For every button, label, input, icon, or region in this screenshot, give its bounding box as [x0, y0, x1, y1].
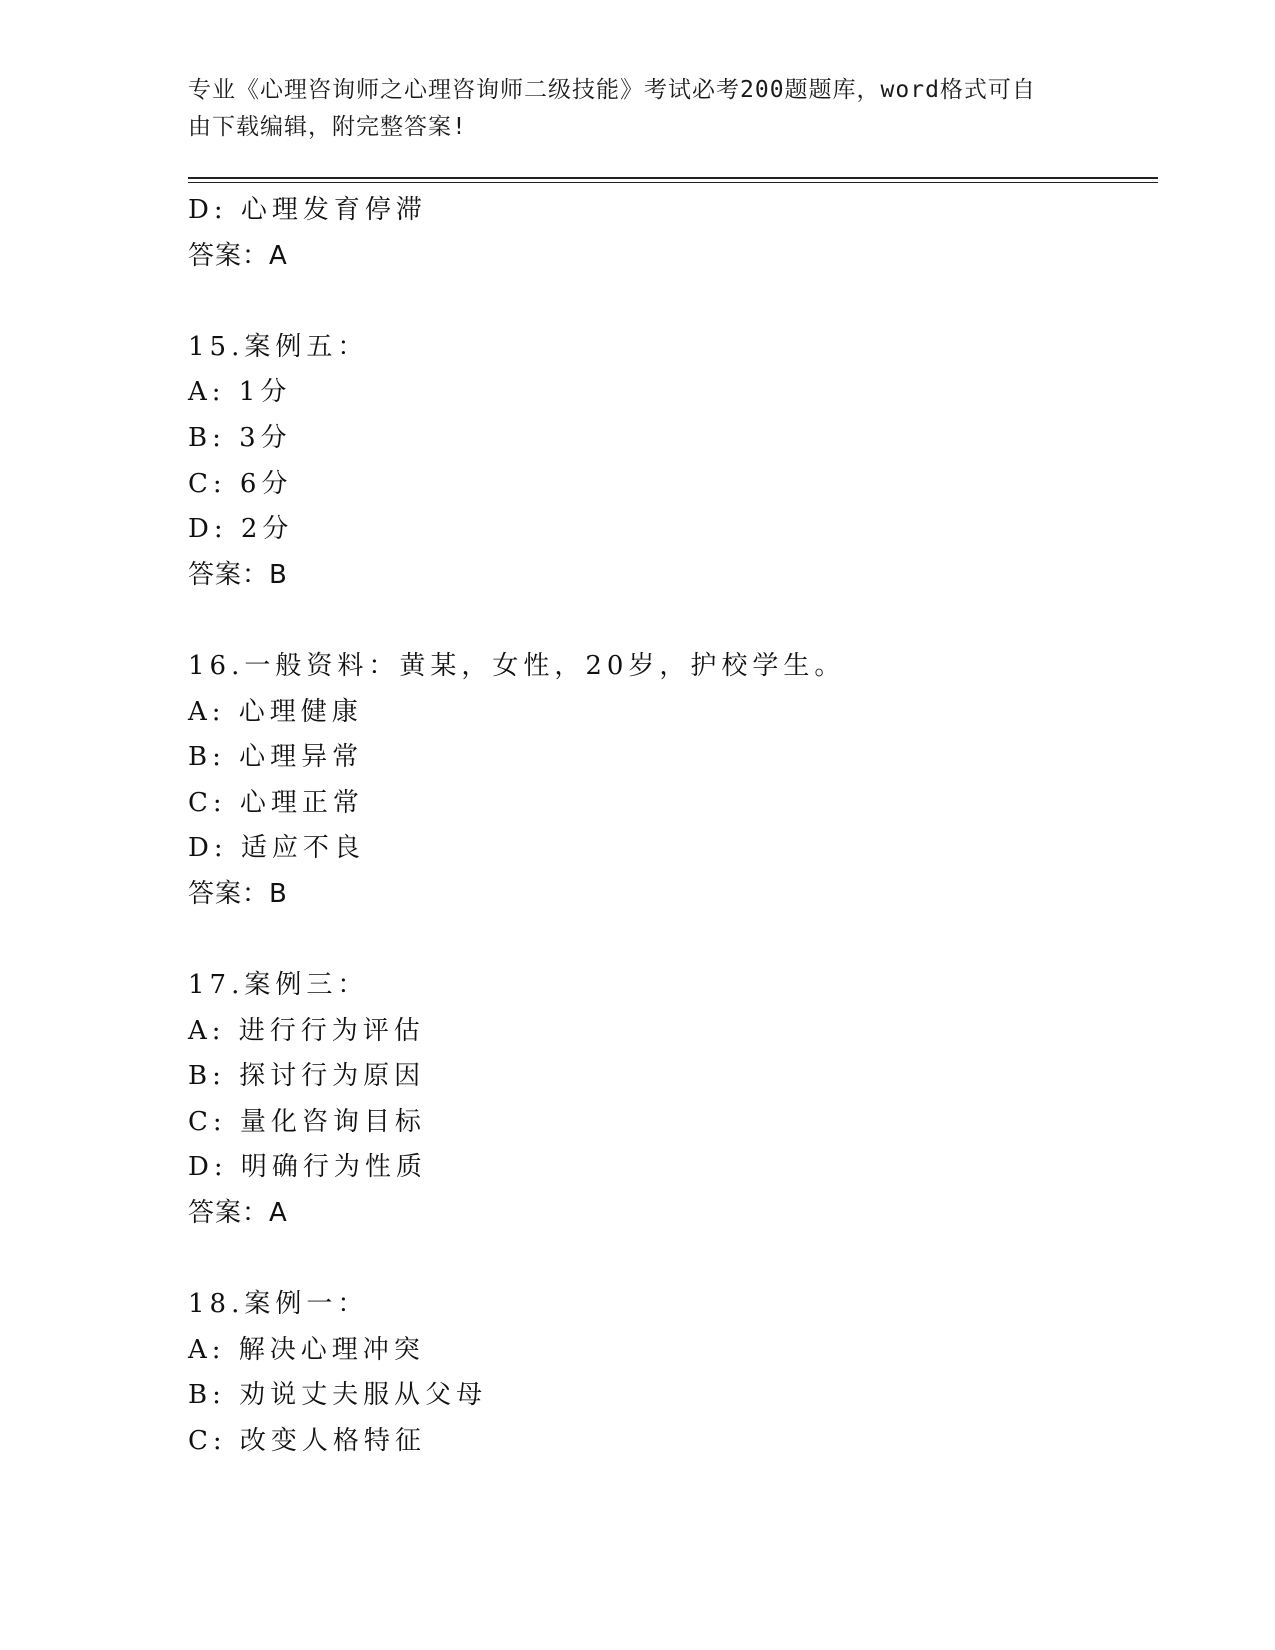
option-a: A: 心理健康: [188, 696, 363, 727]
answer-line: 答案：A: [188, 1198, 288, 1229]
option-c: C: 6分: [188, 468, 293, 499]
question-17-title: 17.案例三：: [188, 970, 369, 1001]
header-line-2: 由下载编辑，附完整答案!: [188, 114, 467, 140]
option-c: C: 量化咨询目标: [188, 1106, 426, 1137]
option-d: D: 明确行为性质: [188, 1152, 427, 1183]
option-c: C: 改变人格特征: [188, 1426, 426, 1457]
header-line-1: 专业《心理咨询师之心理咨询师二级技能》考试必考200题题库，word格式可自: [188, 77, 1036, 103]
spacer: [188, 279, 1148, 325]
option-d: D: 心理发育停滞: [188, 195, 427, 225]
answer-line: 答案：B: [188, 559, 288, 590]
option-b: B: 心理异常: [188, 742, 364, 773]
question-16-title: 16.一般资料：黄某，女性，20岁，护校学生。: [188, 650, 846, 681]
spacer: [188, 1237, 1148, 1283]
option-d: D: 适应不良: [188, 833, 365, 864]
option-c: C: 心理正常: [188, 787, 364, 818]
answer-line: 答案：B: [188, 878, 288, 909]
header-rule-thick: [188, 177, 1158, 179]
option-a: A: 进行行为评估: [188, 1015, 425, 1046]
option-b: B: 探讨行为原因: [188, 1061, 426, 1092]
question-list: [188, 188, 1148, 1465]
option-a: A: 1分: [188, 377, 292, 408]
question-18-title: 18.案例一：: [188, 1289, 369, 1320]
question-15-title: 15.案例五：: [188, 331, 369, 362]
spacer: [188, 918, 1148, 964]
document-header: [188, 72, 1068, 146]
option-b: B: 3分: [188, 422, 292, 453]
header-rule-thin: [188, 182, 1158, 183]
spacer: [188, 598, 1148, 644]
option-d: D: 2分: [188, 514, 294, 545]
option-a: A: 解决心理冲突: [188, 1334, 425, 1365]
option-b: B: 劝说丈夫服从父母: [188, 1380, 488, 1411]
answer-line: 答案：A: [188, 240, 288, 271]
